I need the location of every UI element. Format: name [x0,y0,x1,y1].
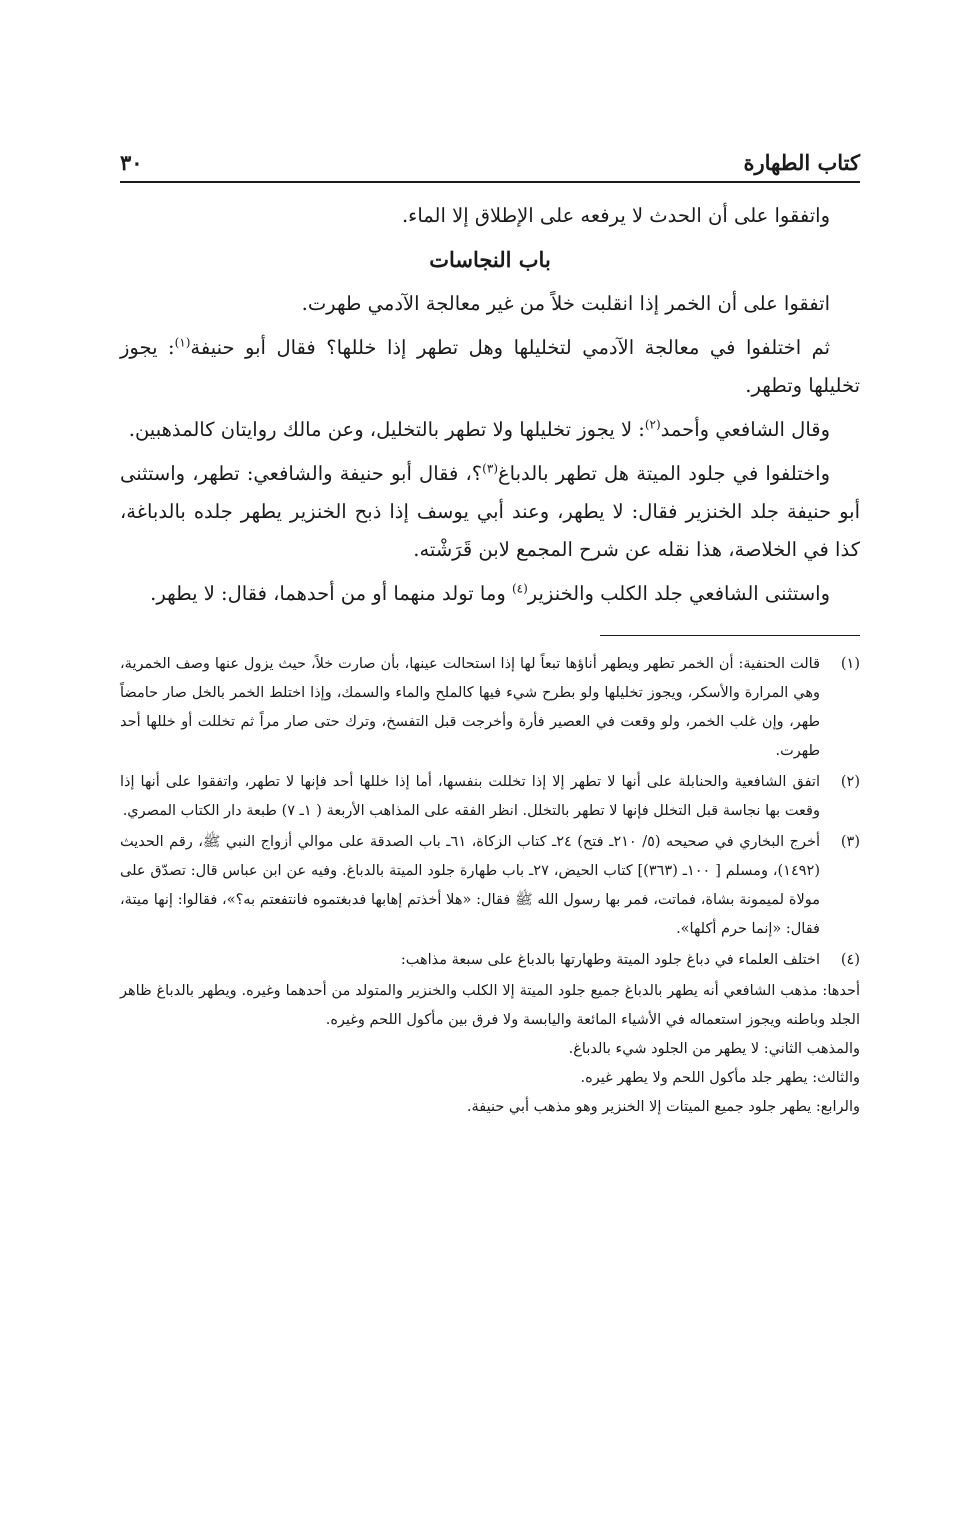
page-number: ٣٠ [120,150,143,175]
footnote-text: اتفق الشافعية والحنابلة على أنها لا تطهر إلا إذا تخللت بنفسها، أما إذا خللها أحد فإنها لا تطهر، واتفقوا على أنها إذا وقعت بها نجاسة قبل التخلل فإنها لا تطهر بالتخلل. انظر الفقه على المذاهب الأربعة ( ١ـ ٧) طبعة دار الكتاب المصري. [120,774,820,819]
footnote-3 [120,828,860,944]
footnote-1 [120,650,860,766]
footnote-4-fourth: والرابع: يطهر جلود جميع الميتات إلا الخنزير وهو مذهب أبي حنيفة. [466,1099,860,1115]
footnote-4-body [120,977,860,1122]
footnote-text: اختلف العلماء في دباغ جلود الميتة وطهارتها بالدباغ على سبعة مذاهب: [400,952,820,968]
footnote-divider [600,635,860,636]
footnotes [120,650,860,1122]
paragraph-2-text-a: ثم اختلفوا في معالجة الآدمي لتخليلها وهل تطهر إذا خللها؟ فقال أبو حنيفة [190,336,831,359]
paragraph-4 [120,455,860,569]
footnote-text: قالت الحنفية: أن الخمر تطهر ويطهر أناؤها تبعاً لها إذا استحالت عينها، بأن صارت خلاً، حيث يزول عنها وصف الخمرية، وهي المرارة والأسكر، ويجوز تخليلها ولو بطرح شيء فيها كالملح والماء والسمك، وإذا اختلط الخمر بالخل صار حامضاً طهر، وإن غلب الخمر، ولو وقعت في العصير فأرة وأخرجت قبل التفسخ، وترك حتى صار مراً ثم تخللت أو خللها أحد طهرت. [120,656,820,759]
footnote-number: (٣) [840,834,860,850]
paragraph-5-text-b: وما تولد منهما أو من أحدهما، فقال: لا يطهر. [150,582,512,605]
paragraph-2 [120,329,860,405]
footnote-marker-1[interactable]: (١) [174,335,191,350]
paragraph-4-text-a: واختلفوا في جلود الميتة هل تطهر بالدباغ [498,462,831,485]
paragraph-1: اتفقوا على أن الخمر إذا انقلبت خلاً من غير معالجة الآدمي طهرت. [301,292,830,315]
main-text [120,197,860,613]
footnote-marker-3[interactable]: (٣) [482,461,498,476]
footnote-marker-2[interactable]: (٢) [644,417,661,432]
paragraph-5 [120,575,860,613]
footnote-number: (١) [840,656,860,672]
footnote-number: (٢) [840,774,860,790]
paragraph-2-text-b: : يجوز تخليلها وتطهر. [120,336,860,397]
footnote-text: أخرج البخاري في صحيحه (٥/ ٢١٠ـ فتح) ٢٤ـ كتاب الزكاة، ٦١ـ باب الصدقة على موالي أزواج النبي ﷺ، رقم الحديث (١٤٩٢)، ومسلم [ ١٠٠ـ (٣٦٣)] كتاب الحيض، ٢٧ـ باب طهارة جلود الميتة بالدباغ. وفيه عن ابن عباس قال: تصدّق على مولاة لميمونة بشاة، فماتت، فمر بها رسول الله ﷺ فقال: «هلا أخذتم إهابها فدبغتموه فانتفعتم به؟»، فقالوا: إنها ميتة، فقال: «إنما حرم أكلها». [120,834,820,937]
page [120,150,860,1122]
paragraph-0: واتفقوا على أن الحدث لا يرفعه على الإطلاق إلا الماء. [401,204,830,227]
running-header [120,150,860,183]
paragraph-3-text-b: : لا يجوز تخليلها ولا تطهر بالتخليل، وعن مالك روايتان كالمذهبين. [128,418,645,441]
paragraph-4-text-b: ؟، فقال أبو حنيفة والشافعي: تطهر، واستثنى أبو حنيفة جلد الخنزير فقال: لا يطهر، وعند أبي يوسف إذا ذبح الخنزير يطهر جلده بالدباغة، كذا في الخلاصة، هذا نقله عن شرح المجمع لابن قَرَشْته. [120,462,860,561]
section-heading: باب النجاسات [429,247,551,272]
book-title: كتاب الطهارة [743,150,860,175]
footnote-marker-4[interactable]: (٤) [511,581,528,596]
paragraph-5-text-a: واستثنى الشافعي جلد الكلب والخنزير [527,582,830,605]
footnote-number: (٤) [840,952,860,968]
footnote-4-third: والثالث: يطهر جلد مأكول اللحم ولا يطهر غيره. [580,1070,860,1086]
footnote-4-second: والمذهب الثاني: لا يطهر من الجلود شيء بالدباغ. [568,1041,860,1057]
footnote-2 [120,768,860,826]
footnote-4 [120,946,860,975]
footnote-4-first: أحدها: مذهب الشافعي أنه يطهر بالدباغ جميع جلود الميتة إلا الكلب والخنزير والمتولد من أحدهما وغيره. ويطهر بالدباغ ظاهر الجلد وباطنه ويجوز استعماله في الأشياء المائعة واليابسة ولا فرق بين مأكول اللحم وغيره. [120,983,860,1028]
paragraph-3-text-a: وقال الشافعي وأحمد [660,418,830,441]
paragraph-3 [120,411,860,449]
